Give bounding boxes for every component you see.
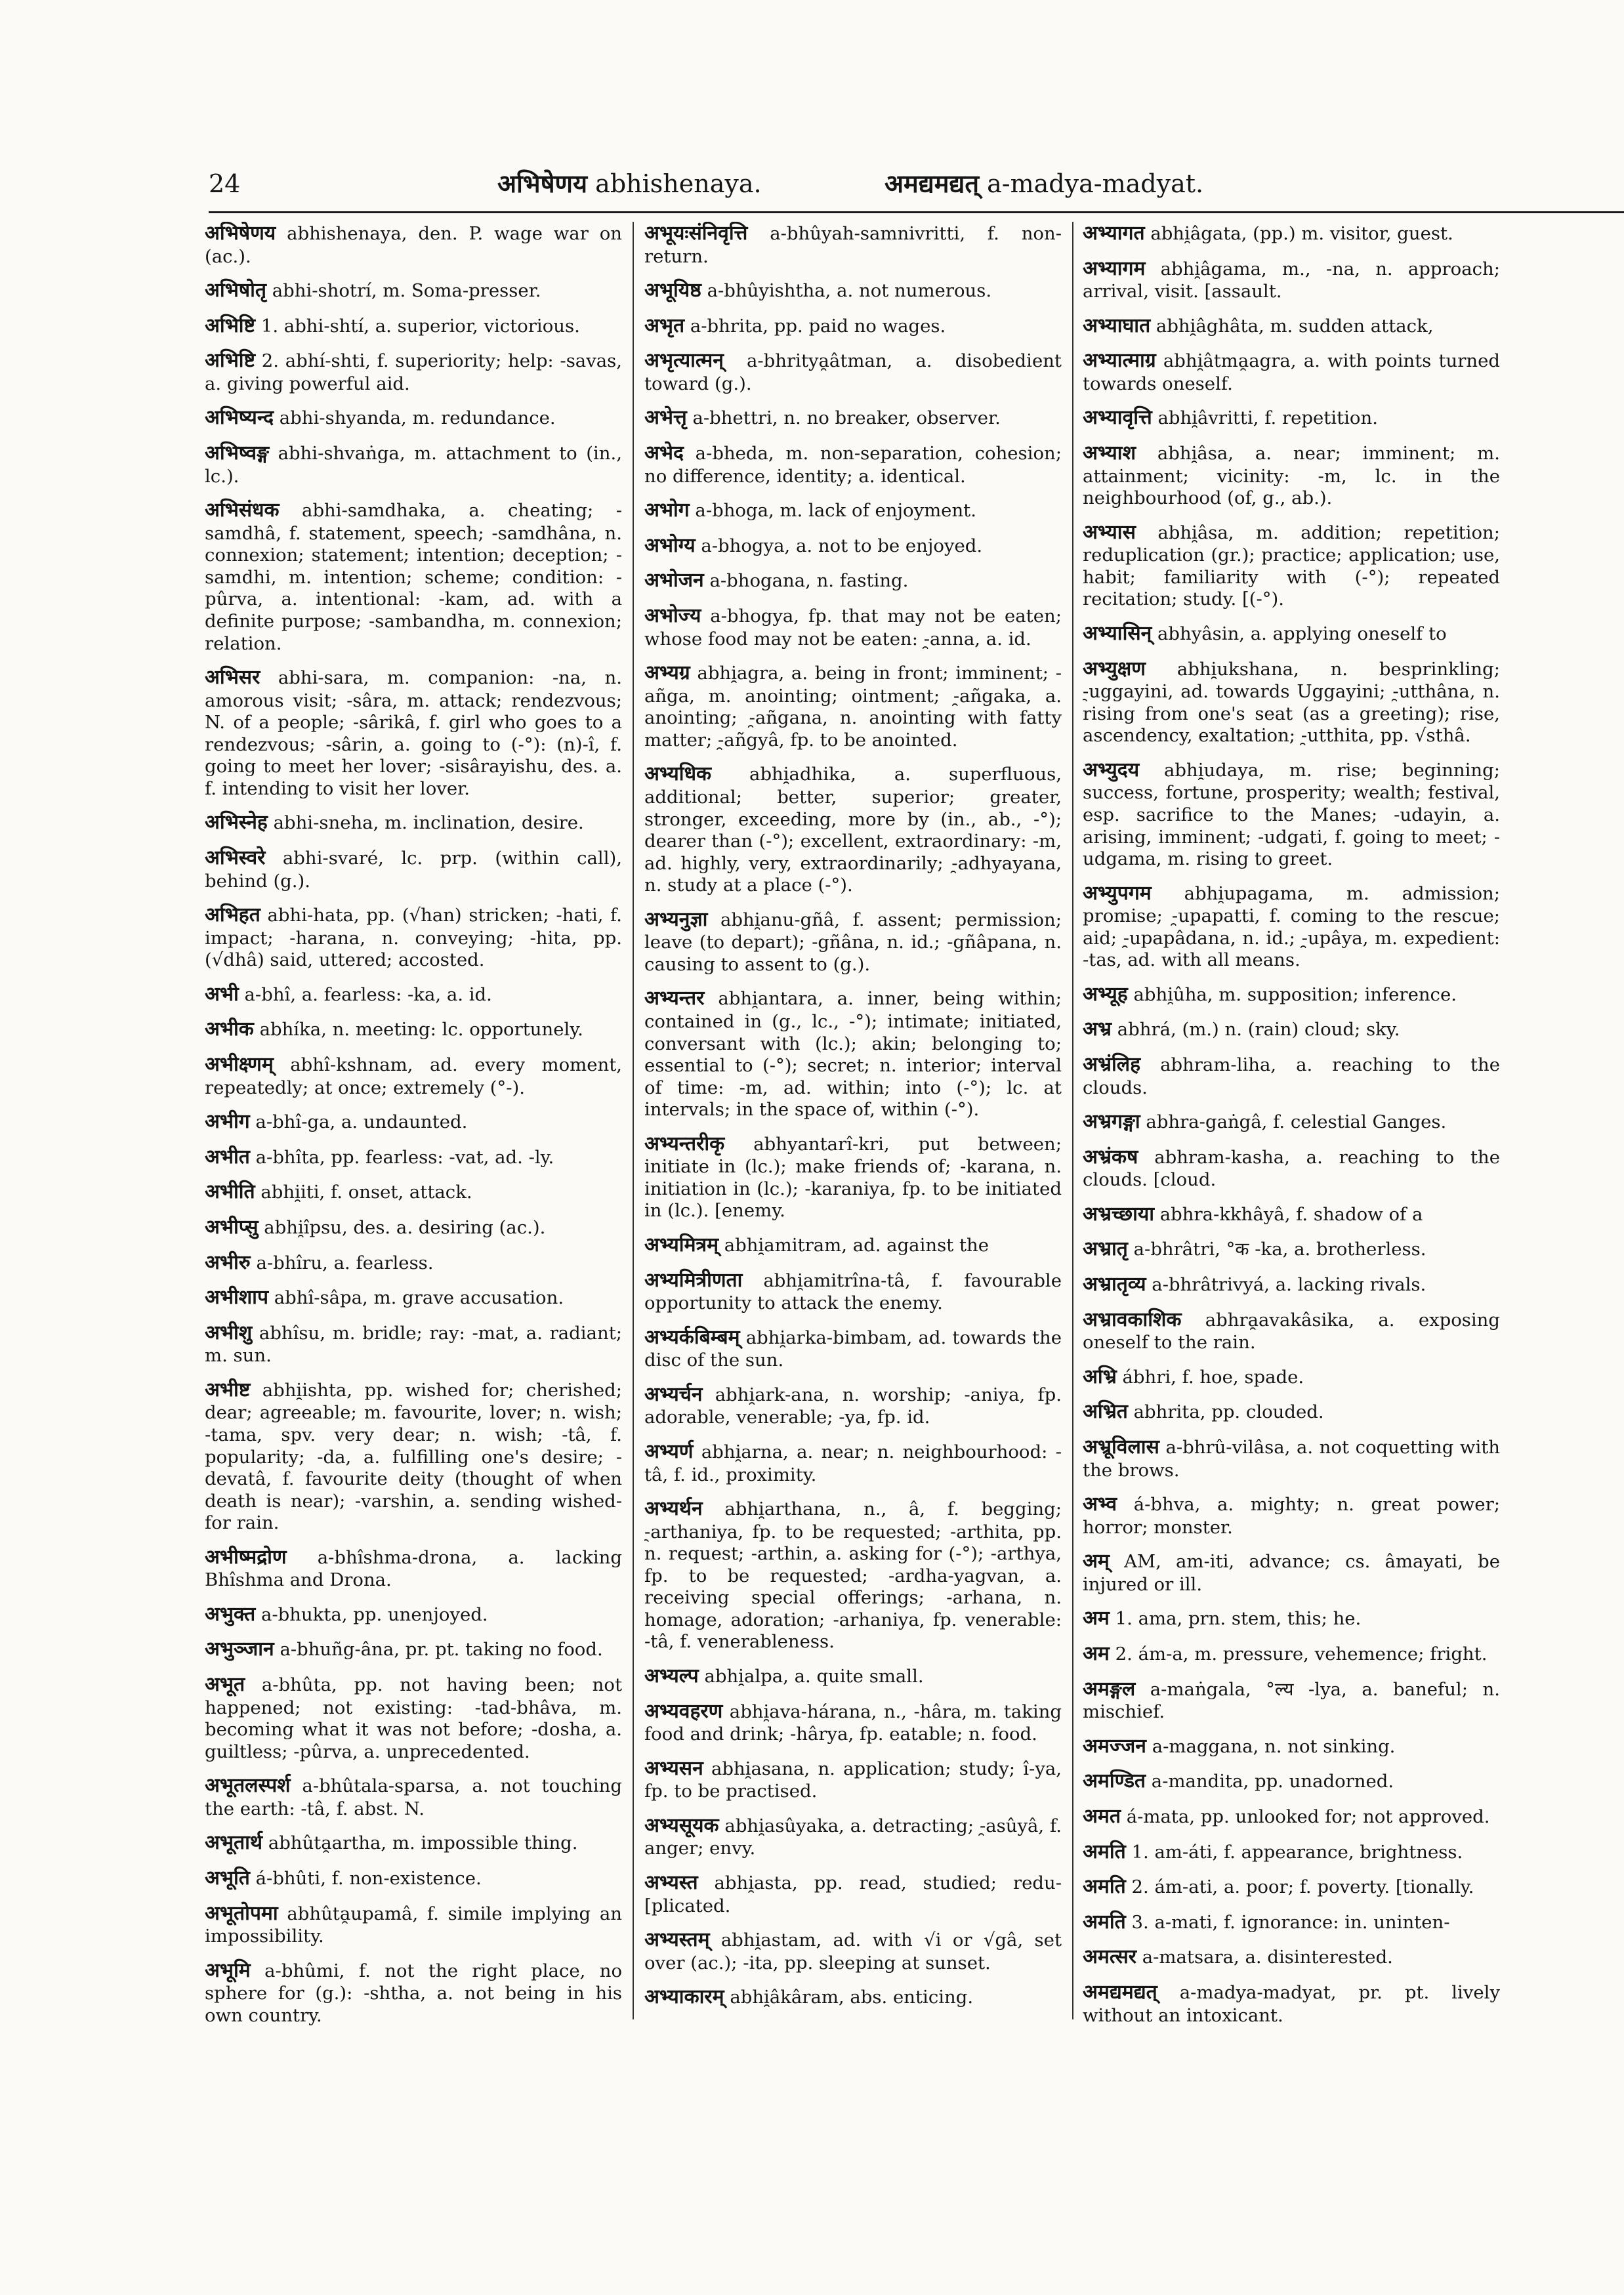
entry-definition: abhi-samdhaka, a. cheating; -samdhâ, f. statement, speech; -samdhâna, n. connexion; statement; intention; deception; -samdhi, m. intention; scheme; condition: -pûrva, a. intentional: -kam, ad. with a definite purpose; -sambandha, m. connexion; relation. xyxy=(205,500,622,654)
entry-headword: अभ्रित xyxy=(1083,1400,1128,1424)
entry-headword: अभ्यात्माग्र xyxy=(1083,349,1156,373)
entry-headword: अभूतोपमा xyxy=(205,1901,278,1925)
entry-definition: abhi̯âtma̯agra, a. with points turned towards oneself. xyxy=(1083,350,1500,394)
entry-headword: अभ्यस्त xyxy=(644,1871,698,1894)
dictionary-entry xyxy=(1083,349,1500,395)
dictionary-column-3 xyxy=(1083,222,1500,2203)
dictionary-entry xyxy=(1083,1237,1500,1262)
entry-definition: a-bhogya, a. not to be enjoyed. xyxy=(701,535,983,556)
dictionary-entry xyxy=(644,1383,1062,1429)
entry-headword: अभ्युक्षण xyxy=(1083,657,1146,680)
entry-definition: á-mata, pp. unlooked for; not approved. xyxy=(1126,1806,1490,1827)
entry-definition: a-bhrâtri, °क -ka, a. brotherless. xyxy=(1133,1239,1426,1260)
entry-headword: अभूति xyxy=(205,1867,250,1890)
entry-headword: अभीति xyxy=(205,1180,255,1204)
entry-definition: abhi̯antara, a. inner, being within; contained in (g., lc., -°); intimate; initiated, conversant with (lc.); akin; belonging to; essential to (-°); secret; n. interior; interval of time: -m, ad. within; into (-°); lc. at intervals; in the space of, within (-°). xyxy=(644,988,1062,1121)
entry-definition: abhîsu, m. bridle; ray: -mat, a. radiant; m. sun. xyxy=(205,1322,622,1367)
entry-headword: अभ्याकारम् xyxy=(644,1985,724,2009)
right-guide-devanagari: अमद्यमद्यत् xyxy=(885,169,980,198)
dictionary-entry xyxy=(644,569,1062,593)
dictionary-entry xyxy=(1083,521,1500,611)
dictionary-entry xyxy=(644,442,1062,487)
entry-definition: abhi̯ava-hárana, n., -hâra, m. taking food and drink; -hârya, fp. eatable; n. food. xyxy=(644,1701,1062,1745)
dictionary-entry xyxy=(644,1326,1062,1372)
header-rule xyxy=(209,211,1624,213)
entry-definition: a-maggana, n. not sinking. xyxy=(1152,1735,1396,1757)
entry-definition: abhyantarî-kri, put between; initiate in (lc.); make friends of; -karana, n. initiation in (lc.); -karaniya, fp. to be initiated in (lc.). [enemy. xyxy=(644,1133,1062,1222)
dictionary-entry xyxy=(205,1110,622,1134)
entry-definition: abhi-hata, pp. (√han) stricken; -hati, f. impact; -harana, n. conveying; -hita, pp. (√dhâ) said, uttered; accosted. xyxy=(205,905,622,971)
entry-definition: abhî-kshnam, ad. every moment, repeatedly; at once; extremely (°-). xyxy=(205,1054,622,1098)
entry-definition: abhi̯astam, ad. with √i or √gâ, set over (ac.); -ita, pp. sleeping at sunset. xyxy=(644,1930,1062,1974)
entry-definition: a-madya-madyat, pr. pt. lively without an intoxicant. xyxy=(1083,1981,1500,2026)
entry-definition: 1. am-áti, f. appearance, brightness. xyxy=(1131,1841,1463,1863)
dictionary-entry xyxy=(205,1180,622,1205)
entry-definition: abhi̯âgama, m., -na, n. approach; arrival, visit. [assault. xyxy=(1083,258,1500,302)
entry-headword: अभ्र xyxy=(1083,1018,1112,1041)
entry-definition: abhra̯avakâsika, a. exposing oneself to the rain. xyxy=(1083,1309,1500,1354)
dictionary-entry xyxy=(205,499,622,655)
entry-headword: अभृत्यात्मन् xyxy=(644,349,724,373)
dictionary-entry xyxy=(1083,1735,1500,1759)
entry-definition: abhi̯âkâram, abs. enticing. xyxy=(730,1987,974,2008)
entry-headword: अभ्यसूयक xyxy=(644,1813,719,1837)
dictionary-entry xyxy=(205,1378,622,1535)
dictionary-entry xyxy=(205,811,622,835)
entry-definition: a-mandita, pp. unadorned. xyxy=(1151,1771,1394,1792)
entry-definition: abhra-gaṅgâ, f. celestial Ganges. xyxy=(1146,1111,1447,1133)
entry-headword: अभ्यर्चन xyxy=(644,1382,703,1406)
entry-definition: a-bhîta, pp. fearless: -vat, ad. -ly. xyxy=(255,1146,554,1168)
entry-headword: अभीप्सु xyxy=(205,1215,259,1239)
dictionary-entry xyxy=(644,604,1062,650)
entry-headword: अम xyxy=(1083,1642,1110,1666)
entry-headword: अभ्रूविलास xyxy=(1083,1436,1159,1458)
dictionary-entry xyxy=(644,534,1062,558)
dictionary-entry xyxy=(205,1959,622,2027)
entry-headword: अभिस्वरे xyxy=(205,846,266,869)
dictionary-column-2 xyxy=(644,222,1062,2203)
entry-headword: अभ्युपगम xyxy=(1083,881,1152,905)
dictionary-entry xyxy=(205,1053,622,1099)
entry-definition: abhi-shotrí, m. Soma-presser. xyxy=(272,280,541,302)
entry-headword: अमति xyxy=(1083,1840,1126,1863)
dictionary-entry xyxy=(205,1603,622,1627)
entry-headword: अभ्यूह xyxy=(1083,982,1128,1006)
dictionary-entry xyxy=(1083,622,1500,646)
entry-definition: abhûta̯upamâ, f. simile implying an impossibility. xyxy=(205,1903,622,1947)
entry-definition: AM, am-iti, advance; cs. âmayati, be injured or ill. xyxy=(1083,1551,1500,1595)
entry-headword: अभ्यल्प xyxy=(644,1664,699,1687)
dictionary-entry xyxy=(205,1286,622,1310)
dictionary-entry xyxy=(1083,442,1500,510)
entry-definition: abhi̯udaya, m. rise; beginning; success, fortune, prosperity; wealth; festival, esp. sacrifice to the Manes; -udayin, a. arising, imminent; -udgati, f. going to meet; -udgama, m. rising to greet. xyxy=(1083,759,1500,870)
entry-headword: अभोग xyxy=(644,499,690,522)
entry-definition: á-bhva, a. mighty; n. great power; horror; monster. xyxy=(1083,1494,1500,1538)
dictionary-entry xyxy=(644,1497,1062,1653)
left-guide-latin: abhishenaya. xyxy=(595,169,762,198)
dictionary-entry xyxy=(205,846,622,892)
entry-definition: abhi̯upagama, m. admission; promise; -̯upapatti, f. coming to the rescue; aid; -̯upapâdana, n. id.; -̯upâya, m. expedient: -tas, ad. with all means. xyxy=(1083,882,1500,971)
entry-headword: अभ्रावकाशिक xyxy=(1083,1308,1182,1331)
entry-definition: abhi-shvaṅga, m. attachment to (in., lc.). xyxy=(205,443,622,487)
dictionary-entry xyxy=(1083,1678,1500,1724)
entry-headword: अभ्यागम xyxy=(1083,257,1146,280)
dictionary-entry xyxy=(644,1871,1062,1917)
entry-definition: a-bhî, a. fearless: -ka, a. id. xyxy=(244,983,492,1005)
entry-definition: a-maṅgala, °ल्य -lya, a. baneful; n. mischief. xyxy=(1083,1678,1500,1723)
entry-headword: अभीग xyxy=(205,1110,250,1134)
dictionary-entry xyxy=(205,406,622,430)
entry-definition: a-bhogana, n. fasting. xyxy=(709,570,909,592)
dictionary-entry xyxy=(644,661,1062,751)
entry-headword: अभुञ्जान xyxy=(205,1638,274,1661)
dictionary-entry xyxy=(205,349,622,395)
entry-headword: अभूयःसंनिवृत्ति xyxy=(644,222,748,245)
right-guide-latin: a-madya-madyat. xyxy=(987,169,1204,198)
entry-definition: abhi-sneha, m. inclination, desire. xyxy=(273,812,584,834)
entry-headword: अभोज्य xyxy=(644,604,701,627)
entry-headword: अभोग्य xyxy=(644,533,696,557)
entry-definition: a-bhûmi, f. not the right place, no sphere for (g.): -shtha, a. not being in his own country. xyxy=(205,1960,622,2026)
entry-headword: अभिसर xyxy=(205,666,260,690)
entry-headword: अभ्यग्र xyxy=(644,661,690,685)
entry-headword: अभीत xyxy=(205,1145,250,1168)
entry-headword: अभ्याश xyxy=(1083,442,1136,465)
entry-headword: अभ्यसन xyxy=(644,1756,703,1780)
entry-definition: abhi̯ukshana, n. besprinkling; -̯uggayini, ad. towards Uggayini; -̯utthâna, n. rising from one's seat (as a greeting); rise, ascendency, exaltation; -̯utthita, pp. √sthâ. xyxy=(1083,658,1500,747)
entry-headword: अम् xyxy=(1083,1550,1110,1573)
page-number: 24 xyxy=(209,169,241,198)
entry-definition: abhi̯arna, a. near; n. neighbourhood: -tâ, f. id., proximity. xyxy=(644,1441,1062,1485)
dictionary-entry xyxy=(205,1902,622,1948)
entry-headword: अभ्रगङ्गा xyxy=(1083,1110,1140,1134)
dictionary-entry xyxy=(644,1757,1062,1803)
entry-definition: abhûta̯artha, m. impossible thing. xyxy=(268,1832,578,1854)
entry-headword: अमत्सर xyxy=(1083,1945,1136,1969)
entry-headword: अभृत xyxy=(644,314,685,337)
entry-headword: अभ्यागत xyxy=(1083,222,1145,245)
entry-definition: abhi̯iti, f. onset, attack. xyxy=(260,1182,472,1203)
dictionary-entry xyxy=(1083,1875,1500,1899)
entry-headword: अभीशाप xyxy=(205,1286,268,1310)
dictionary-entry xyxy=(1083,1981,1500,2027)
entry-headword: अमण्डित xyxy=(1083,1769,1146,1793)
dictionary-entry xyxy=(205,666,622,800)
entry-definition: 1. abhi-shtí, a. superior, victorious. xyxy=(260,315,580,337)
entry-definition: abhi̯anu-gñâ, f. assent; permission; leave (to depart); -gñâna, n. id.; -gñâpana, n. causing to assent to (g.). xyxy=(644,909,1062,975)
dictionary-entry xyxy=(644,406,1062,430)
entry-headword: अभ्यधिक xyxy=(644,762,712,786)
dictionary-entry xyxy=(1083,1365,1500,1390)
entry-headword: अभोजन xyxy=(644,569,704,592)
dictionary-entry xyxy=(1083,1769,1500,1794)
dictionary-entry xyxy=(205,442,622,487)
dictionary-entry xyxy=(1083,1203,1500,1227)
entry-headword: अभ्रि xyxy=(1083,1365,1117,1388)
dictionary-entry xyxy=(205,983,622,1007)
entry-headword: अभिषेणय xyxy=(205,222,276,245)
entry-headword: अभ्यनुज्ञा xyxy=(644,907,708,931)
entry-headword: अम xyxy=(1083,1607,1110,1630)
dictionary-entry xyxy=(205,903,622,972)
entry-definition: a-bhukta, pp. unenjoyed. xyxy=(260,1603,488,1625)
entry-definition: abhram-liha, a. reaching to the clouds. xyxy=(1083,1054,1500,1098)
entry-definition: abhi̯arka-bimbam, ad. towards the disc of the sun. xyxy=(644,1327,1062,1371)
entry-definition: 2. ám-ati, a. poor; f. poverty. [tionally. xyxy=(1131,1876,1474,1898)
entry-headword: अभ्यर्कबिम्बम् xyxy=(644,1325,740,1349)
entry-headword: अमति xyxy=(1083,1875,1126,1899)
dictionary-column-1 xyxy=(205,222,622,2203)
dictionary-entry xyxy=(644,987,1062,1121)
entry-definition: abhi̯amitram, ad. against the xyxy=(724,1234,989,1256)
entry-headword: अभ्रातृ xyxy=(1083,1237,1128,1261)
entry-definition: a-bhîshma-drona, a. lacking Bhîshma and Drona. xyxy=(205,1546,622,1591)
entry-headword: अभिष्टि xyxy=(205,349,256,373)
dictionary-entry xyxy=(1083,657,1500,747)
entry-definition: abhi̯ûha, m. supposition; inference. xyxy=(1133,983,1457,1005)
dictionary-entry xyxy=(1083,257,1500,303)
entry-definition: abhi-svaré, lc. prp. (within call), behind (g.). xyxy=(205,848,622,892)
dictionary-entry xyxy=(1083,1607,1500,1631)
dictionary-entry xyxy=(644,1233,1062,1258)
entry-definition: a-bhettri, n. no breaker, observer. xyxy=(692,407,1001,429)
dictionary-entry xyxy=(205,1251,622,1275)
entry-definition: abhi̯arthana, n., â, f. begging; -̯arthaniya, fp. to be requested; -arthita, pp. n. request; -arthin, a. asking for (-°); -arthya, fp. to be requested; -ardha-yagvan, a. receiving special offerings; -arhana, n. homage, adoration; -arhaniya, fp. venerable: -tâ, f. venerableness. xyxy=(644,1499,1062,1653)
entry-headword: अभिसंधक xyxy=(205,499,280,522)
dictionary-entry xyxy=(1083,882,1500,972)
entry-definition: abhi̯âsa, m. addition; repetition; reduplication (gr.); practice; application; use, habit; familiarity with (-°); repeated recitation; study. [(-°). xyxy=(1083,522,1500,610)
entry-headword: अभीष्मद्रोण xyxy=(205,1545,287,1569)
entry-headword: अभ्यर्थन xyxy=(644,1497,703,1521)
dictionary-entry xyxy=(644,762,1062,896)
entry-headword: अभूतलस्पर्श xyxy=(205,1774,291,1798)
dictionary-entry xyxy=(644,499,1062,523)
entry-definition: abhyâsin, a. applying oneself to xyxy=(1157,623,1447,644)
entry-definition: abhishenaya, den. P. wage war on (ac.). xyxy=(205,223,622,267)
entry-definition: a-bhîru, a. fearless. xyxy=(256,1252,434,1273)
dictionary-entry xyxy=(1083,1436,1500,1481)
entry-headword: अभ्युदय xyxy=(1083,758,1140,781)
entry-headword: अभीक्ष्णम् xyxy=(205,1053,274,1077)
dictionary-entry xyxy=(644,1132,1062,1222)
entry-headword: अभिहत xyxy=(205,903,260,927)
dictionary-entry xyxy=(644,1440,1062,1486)
dictionary-entry xyxy=(205,222,622,268)
right-guide-word xyxy=(885,163,1203,205)
entry-headword: अमज्जन xyxy=(1083,1734,1146,1758)
entry-headword: अभूत xyxy=(205,1673,245,1697)
page-header xyxy=(209,163,1219,205)
dictionary-entry xyxy=(1083,983,1500,1007)
dictionary-entry xyxy=(1083,1146,1500,1191)
entry-headword: अभ्याघात xyxy=(1083,314,1151,337)
entry-definition: abhrita, pp. clouded. xyxy=(1133,1401,1324,1423)
entry-headword: अभूतार्थ xyxy=(205,1831,263,1855)
entry-headword: अभ्यवहरण xyxy=(644,1699,723,1723)
dictionary-entry xyxy=(1083,1805,1500,1829)
entry-headword: अभूयिष्ठ xyxy=(644,279,701,302)
dictionary-entry xyxy=(644,908,1062,976)
dictionary-entry xyxy=(205,1774,622,1820)
entry-definition: á-bhûti, f. non-existence. xyxy=(255,1868,482,1890)
entry-headword: अभ्यावृत्ति xyxy=(1083,406,1152,430)
dictionary-entry xyxy=(205,1831,622,1855)
entry-headword: अभीक xyxy=(205,1018,254,1041)
entry-definition: a-bhûyishtha, a. not numerous. xyxy=(707,280,992,302)
entry-definition: abhî-sâpa, m. grave accusation. xyxy=(274,1287,564,1309)
entry-headword: अमति xyxy=(1083,1910,1126,1933)
dictionary-entry xyxy=(644,279,1062,303)
entry-definition: abhi̯îpsu, des. a. desiring (ac.). xyxy=(264,1216,546,1238)
entry-definition: abhíka, n. meeting: lc. opportunely. xyxy=(259,1019,583,1041)
entry-headword: अभेद xyxy=(644,442,684,465)
entry-definition: abhram-kasha, a. reaching to the clouds. [cloud. xyxy=(1083,1146,1500,1191)
entry-definition: abhi̯âgata, (pp.) m. visitor, guest. xyxy=(1150,223,1453,244)
dictionary-entry xyxy=(1083,1308,1500,1354)
entry-definition: abhi̯adhika, a. superfluous, additional; better, superior; greater, stronger, exceeding, more by (in., ab., -°); dearer than (-°); excellent, extraordinary: -m, ad. highly, very, extraordinarily; -̯adhyayana, n. study at a place (-°). xyxy=(644,764,1062,896)
dictionary-entry xyxy=(205,1638,622,1662)
entry-definition: a-bhî-ga, a. undaunted. xyxy=(255,1111,468,1133)
dictionary-entry xyxy=(1083,1110,1500,1134)
entry-definition: 3. a-mati, f. ignorance: in. uninten- xyxy=(1131,1911,1450,1933)
entry-headword: अभ्रातृव्य xyxy=(1083,1273,1146,1296)
dictionary-entry xyxy=(205,1146,622,1170)
dictionary-entry xyxy=(205,1673,622,1763)
entry-definition: a-bhûta, pp. not having been; not happened; not existing: -tad-bhâva, m. becoming what it was not before; -dosha, a. guiltless; -pûrva, a. unprecedented. xyxy=(205,1674,622,1762)
entry-headword: अभ्रंलिह xyxy=(1083,1053,1141,1077)
dictionary-entry xyxy=(644,314,1062,339)
entry-headword: अभीरु xyxy=(205,1251,251,1274)
entry-definition: a-bhritya̯âtman, a. disobedient toward (g.). xyxy=(644,350,1062,394)
dictionary-entry xyxy=(1083,314,1500,339)
entry-headword: अभी xyxy=(205,982,239,1006)
entry-definition: abhi̯amitrîna-tâ, f. favourable opportunity to attack the enemy. xyxy=(644,1270,1062,1314)
dictionary-entry xyxy=(1083,406,1500,430)
entry-headword: अभ्यन्तरीकृ xyxy=(644,1132,725,1155)
entry-definition: abhrá, (m.) n. (rain) cloud; sky. xyxy=(1117,1019,1400,1041)
entry-headword: अभूमि xyxy=(205,1958,251,1982)
entry-definition: abhi̯asta, pp. read, studied; redu- [plicated. xyxy=(644,1872,1062,1916)
entry-headword: अभ्यन्तर xyxy=(644,987,705,1010)
entry-headword: अभ्व xyxy=(1083,1493,1117,1516)
column-divider xyxy=(1072,222,1073,2019)
entry-headword: अभीष्ट xyxy=(205,1378,251,1401)
dictionary-entry xyxy=(1083,1642,1500,1666)
dictionary-entry xyxy=(205,1546,622,1592)
entry-headword: अभिष्टि xyxy=(205,314,256,337)
dictionary-entry xyxy=(1083,1911,1500,1935)
entry-definition: abhi̯âvritti, f. repetition. xyxy=(1157,407,1378,429)
dictionary-entry xyxy=(1083,222,1500,246)
dictionary-entry xyxy=(644,1928,1062,1974)
entry-definition: abhi̯alpa, a. quite small. xyxy=(704,1665,924,1687)
entry-headword: अमत xyxy=(1083,1804,1121,1828)
entry-definition: abhi̯agra, a. being in front; imminent; -añga, m. anointing; ointment; -̯añgaka, a. anointing; -̯añgana, n. anointing with fatty matter; -̯añgyâ, fp. to be anointed. xyxy=(644,663,1062,751)
entry-headword: अभिषोतृ xyxy=(205,279,266,302)
entry-headword: अभुक्त xyxy=(205,1602,256,1626)
entry-definition: a-bhrâtrivyá, a. lacking rivals. xyxy=(1152,1274,1426,1296)
entry-definition: 1. ama, prn. stem, this; he. xyxy=(1115,1608,1362,1630)
dictionary-entry xyxy=(1083,1550,1500,1596)
entry-definition: abhi̯ark-ana, n. worship; -aniya, fp. adorable, venerable; -ya, fp. id. xyxy=(644,1384,1062,1428)
entry-headword: अभ्यमित्रीणता xyxy=(644,1268,743,1292)
dictionary-entry xyxy=(1083,1018,1500,1042)
entry-definition: 2. ám-a, m. pressure, vehemence; fright. xyxy=(1115,1644,1488,1665)
dictionary-entry xyxy=(205,314,622,339)
entry-definition: a-bhrita, pp. paid no wages. xyxy=(690,315,946,337)
entry-definition: abhra-kkhâyâ, f. shadow of a xyxy=(1159,1203,1423,1225)
dictionary-entry xyxy=(644,1700,1062,1746)
entry-definition: abhi-sara, m. companion: -na, n. amorous visit; -sâra, m. attack; rendezvous; N. of a people; -sârikâ, f. girl who goes to a rendezvous; -sârin, a. going to (-°): (n)-î, f. going to meet her lover; -sisârayishu, des. a. f. intending to visit her lover. xyxy=(205,667,622,799)
entry-headword: अभ्यर्ण xyxy=(644,1439,694,1463)
entry-headword: अभ्यस्तम् xyxy=(644,1928,710,1952)
entry-definition: abhi̯asana, n. application; study; î-ya, fp. to be practised. xyxy=(644,1758,1062,1802)
entry-headword: अभीशु xyxy=(205,1321,253,1344)
entry-headword: अभ्रंकष xyxy=(1083,1145,1138,1168)
entry-definition: abhi̯asûyaka, a. detracting; -̯asûyâ, f. anger; envy. xyxy=(644,1815,1062,1859)
dictionary-entry xyxy=(205,1867,622,1891)
entry-definition: abhi-shyanda, m. redundance. xyxy=(279,407,556,429)
dictionary-entry xyxy=(1083,758,1500,871)
entry-headword: अमद्यमद्यत् xyxy=(1083,1980,1157,2004)
dictionary-entry xyxy=(1083,1053,1500,1099)
entry-definition: a-bheda, m. non-separation, cohesion; no difference, identity; a. identical. xyxy=(644,443,1062,487)
entry-definition: a-bhoga, m. lack of enjoyment. xyxy=(695,500,976,522)
dictionary-entry xyxy=(205,1321,622,1367)
entry-definition: a-bhûtala-sparsa, a. not touching the earth: -tâ, f. abst. N. xyxy=(205,1775,622,1819)
entry-headword: अभ्यासिन् xyxy=(1083,621,1152,645)
entry-definition: a-bhuñg-âna, pr. pt. taking no food. xyxy=(280,1639,603,1661)
dictionary-entry xyxy=(1083,1945,1500,1970)
dictionary-entry xyxy=(1083,1400,1500,1424)
left-guide-word xyxy=(497,163,762,205)
entry-definition: 2. abhí-shti, f. superiority; help: -savas, a. giving powerful aid. xyxy=(205,350,622,394)
dictionary-entry xyxy=(205,1216,622,1240)
entry-definition: abhi̯âghâta, m. sudden attack, xyxy=(1156,315,1434,337)
entry-headword: अभिस्नेह xyxy=(205,811,268,835)
dictionary-entry xyxy=(1083,1493,1500,1539)
dictionary-entry xyxy=(644,1985,1062,2010)
entry-headword: अभिष्वङ्ग xyxy=(205,442,270,465)
entry-definition: a-matsara, a. disinterested. xyxy=(1142,1947,1393,1968)
dictionary-entry xyxy=(1083,1273,1500,1297)
entry-definition: a-bhogya, fp. that may not be eaten; whose food may not be eaten: -̯anna, a. id. xyxy=(644,605,1062,650)
entry-definition: abhi̯ishta, pp. wished for; cherished; dear; agreeable; m. favourite, lover; n. wish; -tama, spv. very dear; n. wish; -tâ, f. popularity; -da, a. fulfilling one's desire; -devatâ, f. favourite deity (thought of when death is near); -varshin, a. sending wished-for rain. xyxy=(205,1379,622,1534)
entry-definition: abhi̯âsa, a. near; imminent; m. attainment; vicinity: -m, lc. in the neighbourhood (of, g., ab.). xyxy=(1083,443,1500,509)
column-divider xyxy=(633,222,634,2019)
dictionary-entry xyxy=(644,1664,1062,1689)
dictionary-entry xyxy=(205,279,622,303)
entry-headword: अभिष्यन्द xyxy=(205,406,274,430)
entry-headword: अभ्रच्छाया xyxy=(1083,1202,1155,1226)
dictionary-entry xyxy=(644,222,1062,268)
dictionary-entry xyxy=(644,1269,1062,1315)
entry-headword: अभेत्तृ xyxy=(644,406,687,430)
entry-headword: अभ्यमित्रम् xyxy=(644,1233,719,1256)
dictionary-entry xyxy=(205,1018,622,1042)
left-guide-devanagari: अभिषेणय xyxy=(497,169,588,198)
entry-definition: a-bhûyah-samnivritti, f. non-return. xyxy=(644,223,1062,267)
dictionary-entry xyxy=(644,349,1062,395)
dictionary-entry xyxy=(644,1814,1062,1860)
dictionary-entry xyxy=(1083,1840,1500,1865)
entry-headword: अमङ्गल xyxy=(1083,1677,1136,1701)
entry-headword: अभ्यास xyxy=(1083,520,1136,544)
entry-definition: a-bhrû-vilâsa, a. not coquetting with the brows. xyxy=(1083,1437,1500,1481)
entry-definition: ábhri, f. hoe, spade. xyxy=(1122,1366,1304,1388)
